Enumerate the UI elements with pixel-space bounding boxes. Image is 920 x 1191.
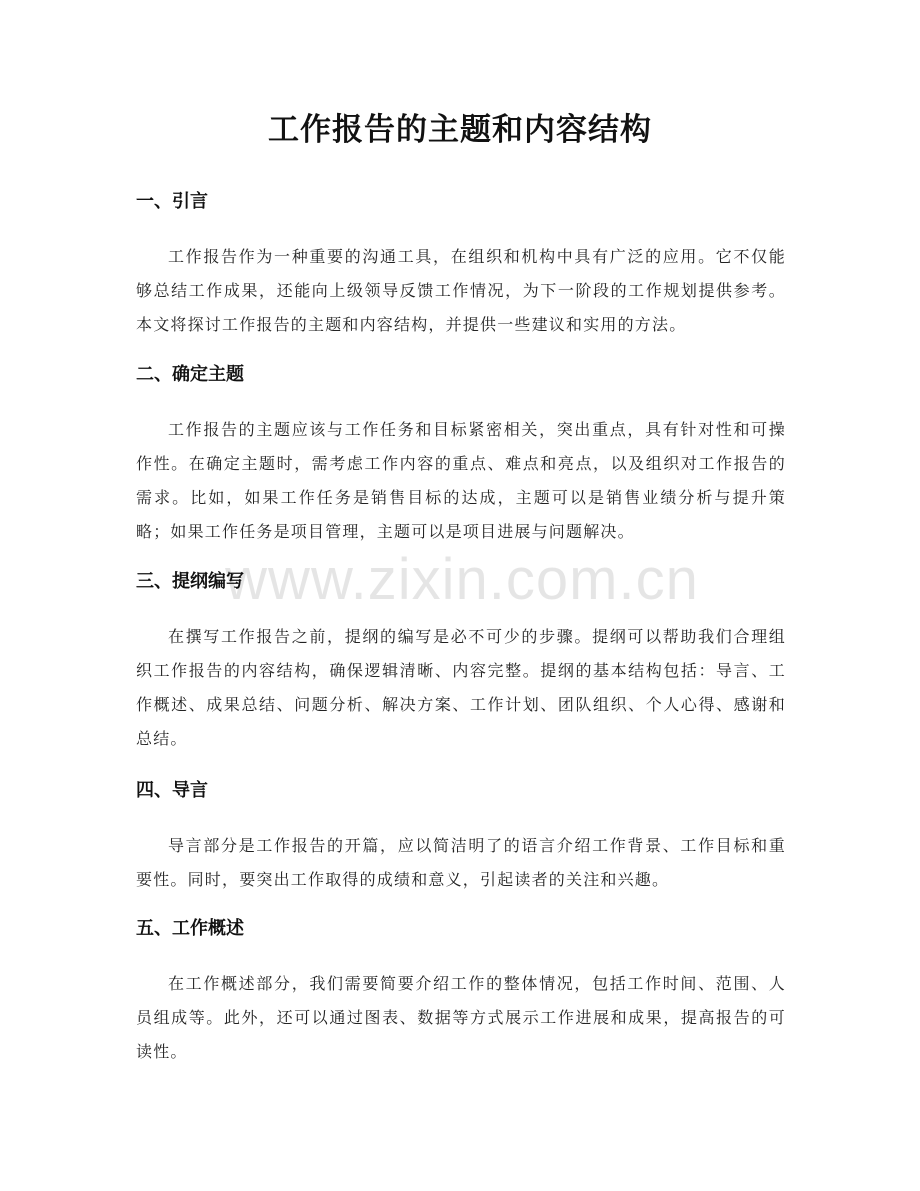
section-heading: 四、导言 (136, 780, 208, 801)
section-heading: 五、工作概述 (136, 918, 244, 939)
section-paragraph: 导言部分是工作报告的开篇，应以简洁明了的语言介绍工作背景、工作目标和重要性。同时，要突出工作取得的成绩和意义，引起读者的关注和兴趣。 (136, 836, 786, 889)
watermark-text: www.zixin.com.cn (225, 547, 699, 612)
section-heading: 一、引言 (136, 191, 208, 212)
document-title: 工作报告的主题和内容结构 (268, 112, 652, 148)
section-determine-theme (136, 362, 786, 549)
section-paragraph: 工作报告作为一种重要的沟通工具，在组织和机构中具有广泛的应用。它不仅能够总结工作成果，还能向上级领导反馈工作情况，为下一阶段的工作规划提供参考。本文将探讨工作报告的主题和内容结构，并提供一些建议和实用的方法。 (136, 247, 786, 334)
section-outline-writing (136, 569, 786, 756)
section-preface (136, 778, 786, 897)
section-heading: 三、提纲编写 (136, 571, 244, 592)
section-work-overview (136, 916, 786, 1069)
section-paragraph: 工作报告的主题应该与工作任务和目标紧密相关，突出重点，具有针对性和可操作性。在确定主题时，需考虑工作内容的重点、难点和亮点，以及组织对工作报告的需求。比如，如果工作任务是销售目标的达成，主题可以是销售业绩分析与提升策略；如果工作任务是项目管理，主题可以是项目进展与问题解决。 (136, 420, 786, 541)
section-heading: 二、确定主题 (136, 364, 244, 385)
section-paragraph: 在撰写工作报告之前，提纲的编写是必不可少的步骤。提纲可以帮助我们合理组织工作报告的内容结构，确保逻辑清晰、内容完整。提纲的基本结构包括：导言、工作概述、成果总结、问题分析、解决方案、工作计划、团队组织、个人心得、感谢和总结。 (136, 627, 786, 748)
section-paragraph: 在工作概述部分，我们需要简要介绍工作的整体情况，包括工作时间、范围、人员组成等。此外，还可以通过图表、数据等方式展示工作进展和成果，提高报告的可读性。 (136, 974, 786, 1061)
section-introduction (136, 189, 786, 342)
